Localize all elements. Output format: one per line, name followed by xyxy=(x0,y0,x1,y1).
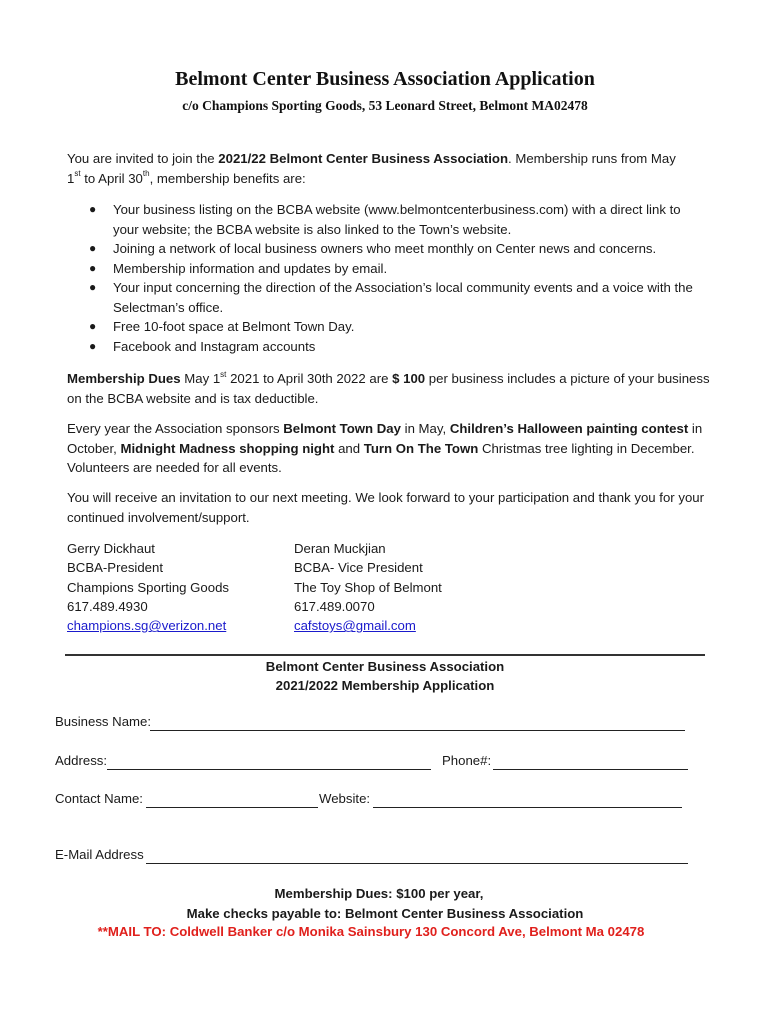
benefit-item xyxy=(67,259,707,279)
intro-text: to April 30 xyxy=(80,170,143,186)
address-label: Address: xyxy=(55,753,108,768)
dues-label: Membership Dues xyxy=(67,371,181,386)
intro-text: . Membership runs from May xyxy=(508,151,676,166)
contact-name-label: Contact Name: xyxy=(55,791,143,806)
event-name: Turn On The Town xyxy=(363,440,479,456)
intro-text: 1 xyxy=(67,170,75,186)
website-label: Website: xyxy=(319,791,371,806)
footer-mail-to: **MAIL TO: Coldwell Banker c/o Monika Sainsbury 130 Concord Ave, Belmont Ma 02478 xyxy=(97,924,645,939)
invite-paragraph: You will receive an invitation to our next meeting. We look forward to your participation and thank you for your continued involvement/support. xyxy=(67,490,705,525)
dues-amount: $ 100 xyxy=(392,371,426,386)
intro-paragraph xyxy=(67,149,717,188)
bullet-icon: ● xyxy=(89,338,97,353)
contact-role: BCBA-President xyxy=(67,560,164,576)
benefit-text: Membership information and updates by email. xyxy=(113,260,388,276)
events-text: Every year the Association sponsors xyxy=(67,421,284,436)
events-paragraph xyxy=(67,419,717,478)
footer-dues: Membership Dues: $100 per year, xyxy=(274,886,484,901)
dues-paragraph xyxy=(67,369,717,408)
footer-payable: Make checks payable to: Belmont Center Business Association xyxy=(186,906,584,921)
document-subtitle: c/o Champions Sporting Goods, 53 Leonard Street, Belmont MA02478 xyxy=(182,98,588,113)
contact-block-vice-president xyxy=(294,539,442,635)
phone-label: Phone#: xyxy=(442,753,492,768)
contact-email-link[interactable]: cafstoys@gmail.com xyxy=(294,618,416,634)
ordinal-suffix: st xyxy=(74,169,81,179)
bullet-icon: ● xyxy=(89,202,97,216)
form-heading-application: 2021/2022 Membership Application xyxy=(275,678,495,693)
intro-text: You are invited to join the xyxy=(67,151,219,166)
benefit-text: Facebook and Instagram accounts xyxy=(113,338,316,354)
contact-name: Deran Muckjian xyxy=(294,541,386,556)
document-title: Belmont Center Business Association Application xyxy=(175,68,595,90)
intro-text: , membership benefits are: xyxy=(149,170,306,186)
benefits-list xyxy=(67,200,707,356)
benefit-text: Joining a network of local business owners who meet monthly on Center news and concerns. xyxy=(113,241,657,256)
bullet-icon: ● xyxy=(89,280,97,294)
bullet-icon: ● xyxy=(89,319,97,333)
contact-name-field[interactable] xyxy=(146,807,318,808)
section-divider xyxy=(65,654,705,656)
events-text: in May, xyxy=(400,421,450,436)
intro-association-name: 2021/22 Belmont Center Business Association xyxy=(218,151,509,166)
benefit-item xyxy=(67,317,707,337)
benefit-item xyxy=(67,200,707,239)
phone-field[interactable] xyxy=(493,769,688,770)
website-field[interactable] xyxy=(373,807,682,808)
form-heading-association: Belmont Center Business Association xyxy=(265,659,505,674)
benefit-item xyxy=(67,278,707,317)
ordinal-suffix: th xyxy=(142,169,150,179)
business-name-label: Business Name: xyxy=(55,714,152,729)
benefit-text: Your input concerning the direction of the Association’s local community events and a voice with the Selectman’s office. xyxy=(113,280,693,315)
event-name: Midnight Madness shopping night xyxy=(120,440,335,456)
contact-phone: 617.489.4930 xyxy=(67,598,148,614)
contact-email-link[interactable]: champions.sg@verizon.net xyxy=(67,618,227,634)
events-text: in October, xyxy=(67,421,703,456)
contact-block-president xyxy=(67,539,229,635)
contact-phone: 617.489.0070 xyxy=(294,598,375,614)
event-name: Belmont Town Day xyxy=(283,421,401,436)
benefit-text: Your business listing on the BCBA website (www.belmontcenterbusiness.com) with a direct link to your website; the BCBA website is also linked to the Town’s website. xyxy=(113,202,681,237)
events-text: and xyxy=(334,440,364,456)
events-text: Christmas tree lighting in December. Volunteers are needed for all events. xyxy=(67,440,695,475)
ordinal-suffix: st xyxy=(220,369,227,379)
dues-text: 2021 to April 30th 2022 are xyxy=(226,371,393,386)
benefit-item xyxy=(67,337,707,357)
contact-company: The Toy Shop of Belmont xyxy=(294,579,442,595)
contact-name: Gerry Dickhaut xyxy=(67,541,155,556)
email-field[interactable] xyxy=(146,863,688,864)
event-name: Children’s Halloween painting contest xyxy=(449,421,689,436)
benefit-text: Free 10-foot space at Belmont Town Day. xyxy=(113,319,355,334)
address-field[interactable] xyxy=(107,769,431,770)
contact-company: Champions Sporting Goods xyxy=(67,579,230,595)
dues-text: per business includes a picture of your business on the BCBA website and is tax deductible. xyxy=(67,371,710,406)
benefit-item xyxy=(67,239,707,259)
bullet-icon: ● xyxy=(89,260,97,275)
dues-text: May 1 xyxy=(180,371,221,386)
contact-role: BCBA- Vice President xyxy=(294,560,423,576)
bullet-icon: ● xyxy=(89,241,97,255)
email-label: E-Mail Address xyxy=(55,847,144,862)
business-name-field[interactable] xyxy=(150,730,685,731)
